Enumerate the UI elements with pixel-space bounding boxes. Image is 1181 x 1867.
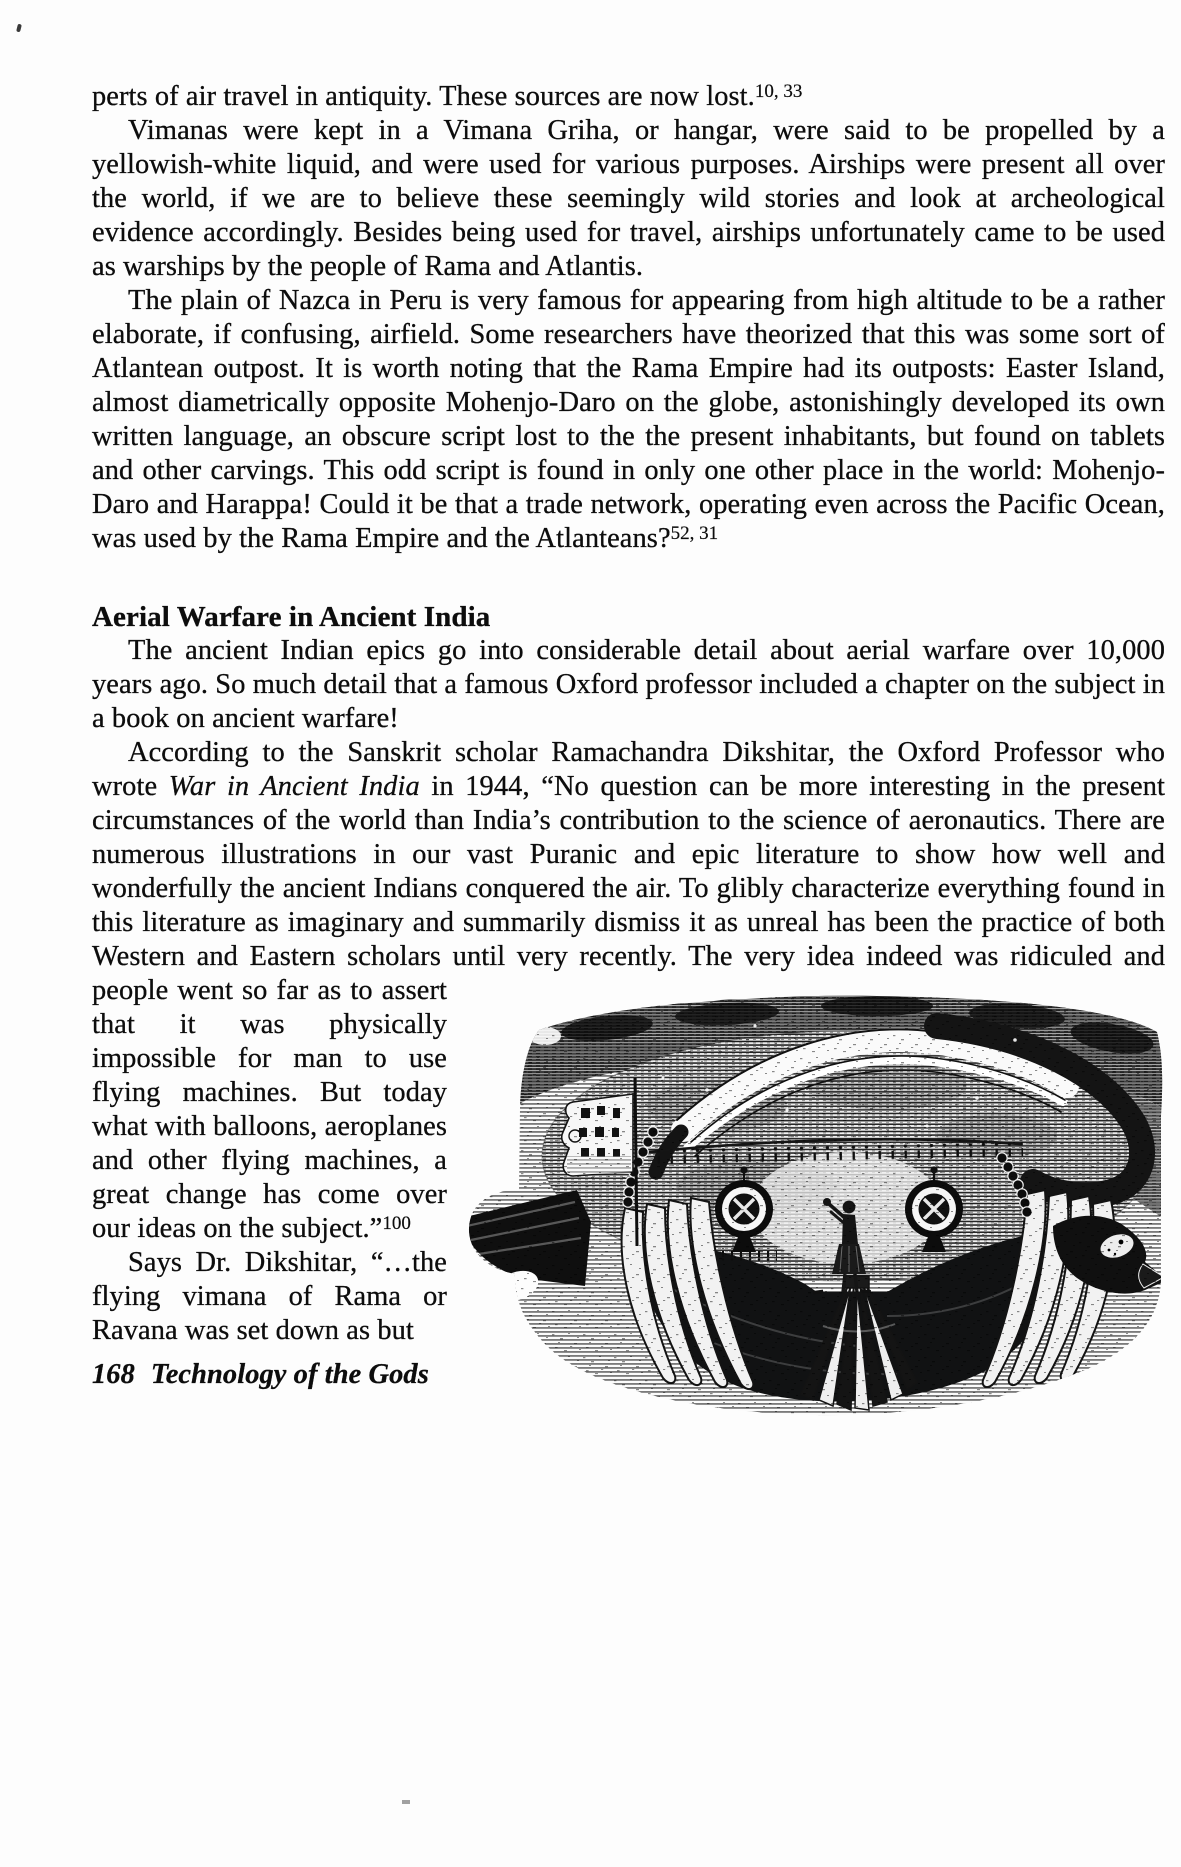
page-number: 168 xyxy=(92,1359,135,1390)
paragraph-vimanas: Vimanas were kept in a Vimana Griha, or hangar, were said to be propelled by a yellowish-white liquid, and were used for various purposes. Airships were present all over the world, if we are to believe these seemingly wild stories and look at archeological evidence accordingly. Besides being used for travel, airships unfortunately came to be used as warships by the people of Rama and Atlantis. xyxy=(92,115,1165,282)
paragraph-epics: The ancient Indian epics go into considerable detail about aerial warfare over 10,000 years ago. So much detail that a famous Oxford professor included a chapter on the subject in a book on ancient warfare! xyxy=(92,635,1165,734)
paragraph-dikshitar xyxy=(92,736,1165,1246)
section-heading: Aerial Warfare in Ancient India xyxy=(92,601,491,633)
grain-overlay xyxy=(457,986,1165,1420)
body-text: very recently. The very idea indeed was ridiculed and people went so far as to assert that it was physically impossible for man to use flying machines. But today what with balloons, aeroplanes and other flying machines, a great change has come over our ideas on the subject.” xyxy=(92,941,1165,1244)
running-title: Technology of the Gods xyxy=(150,1359,429,1390)
body-text: The plain of Nazca in Peru is very famous for appearing from high altitude to be a rather elaborate, if confusing, airfield. Some researchers have theorized that this was some sort of Atlantean outpost. It is worth noting that the Rama Empire had its outposts: Easter Island, almost diametrically opposite Mohenjo-Daro on the globe, astonishingly developed its own written language, an obscure script lost to the the present inhabitants, but found on tablets and other carvings. This odd script is found in only one other place in the world: Mohenjo-Daro and Harappa! Could it be that a trade network, operating even across the Pacific Ocean, was used by the Rama Empire and the Atlanteans? xyxy=(92,285,1165,554)
book-title-italic: War in Ancient India xyxy=(168,771,420,802)
footnote-ref: 10, 33 xyxy=(754,81,803,102)
footnote-ref: 52, 31 xyxy=(670,523,719,544)
scan-artifact xyxy=(16,24,22,33)
paragraph-says-dikshitar: Says Dr. Dikshitar, “…the flying vimana of Rama or Ravana was set down as but xyxy=(92,1247,447,1346)
paragraph-sources-lost xyxy=(92,80,1165,114)
page-text-block xyxy=(92,80,1165,1392)
body-text: According to the Sanskrit scholar Ramachandra Dikshitar, the Oxford Professor who wrote xyxy=(92,737,1165,802)
vimana-engraving-svg xyxy=(457,986,1165,1420)
vimana-engraving-illustration xyxy=(457,986,1165,1420)
scan-artifact xyxy=(402,1800,410,1804)
paragraph-nazca xyxy=(92,284,1165,556)
body-text: perts of air travel in antiquity. These sources are now lost. xyxy=(92,81,755,112)
footnote-ref: 100 xyxy=(382,1213,411,1234)
body-text: in 1944, “No question can be more interesting in the present circumstances of the world than India’s contribution to the science of aeronautics. There are numerous illustrations in our vast Puranic and epic literature to show how well and wonderfully the ancient Indians conquered the air. To glibly characterize everything found in this literature as imaginary and summarily dismiss it as unreal has been the practice of both Western and Eastern scholars until xyxy=(92,771,1165,972)
